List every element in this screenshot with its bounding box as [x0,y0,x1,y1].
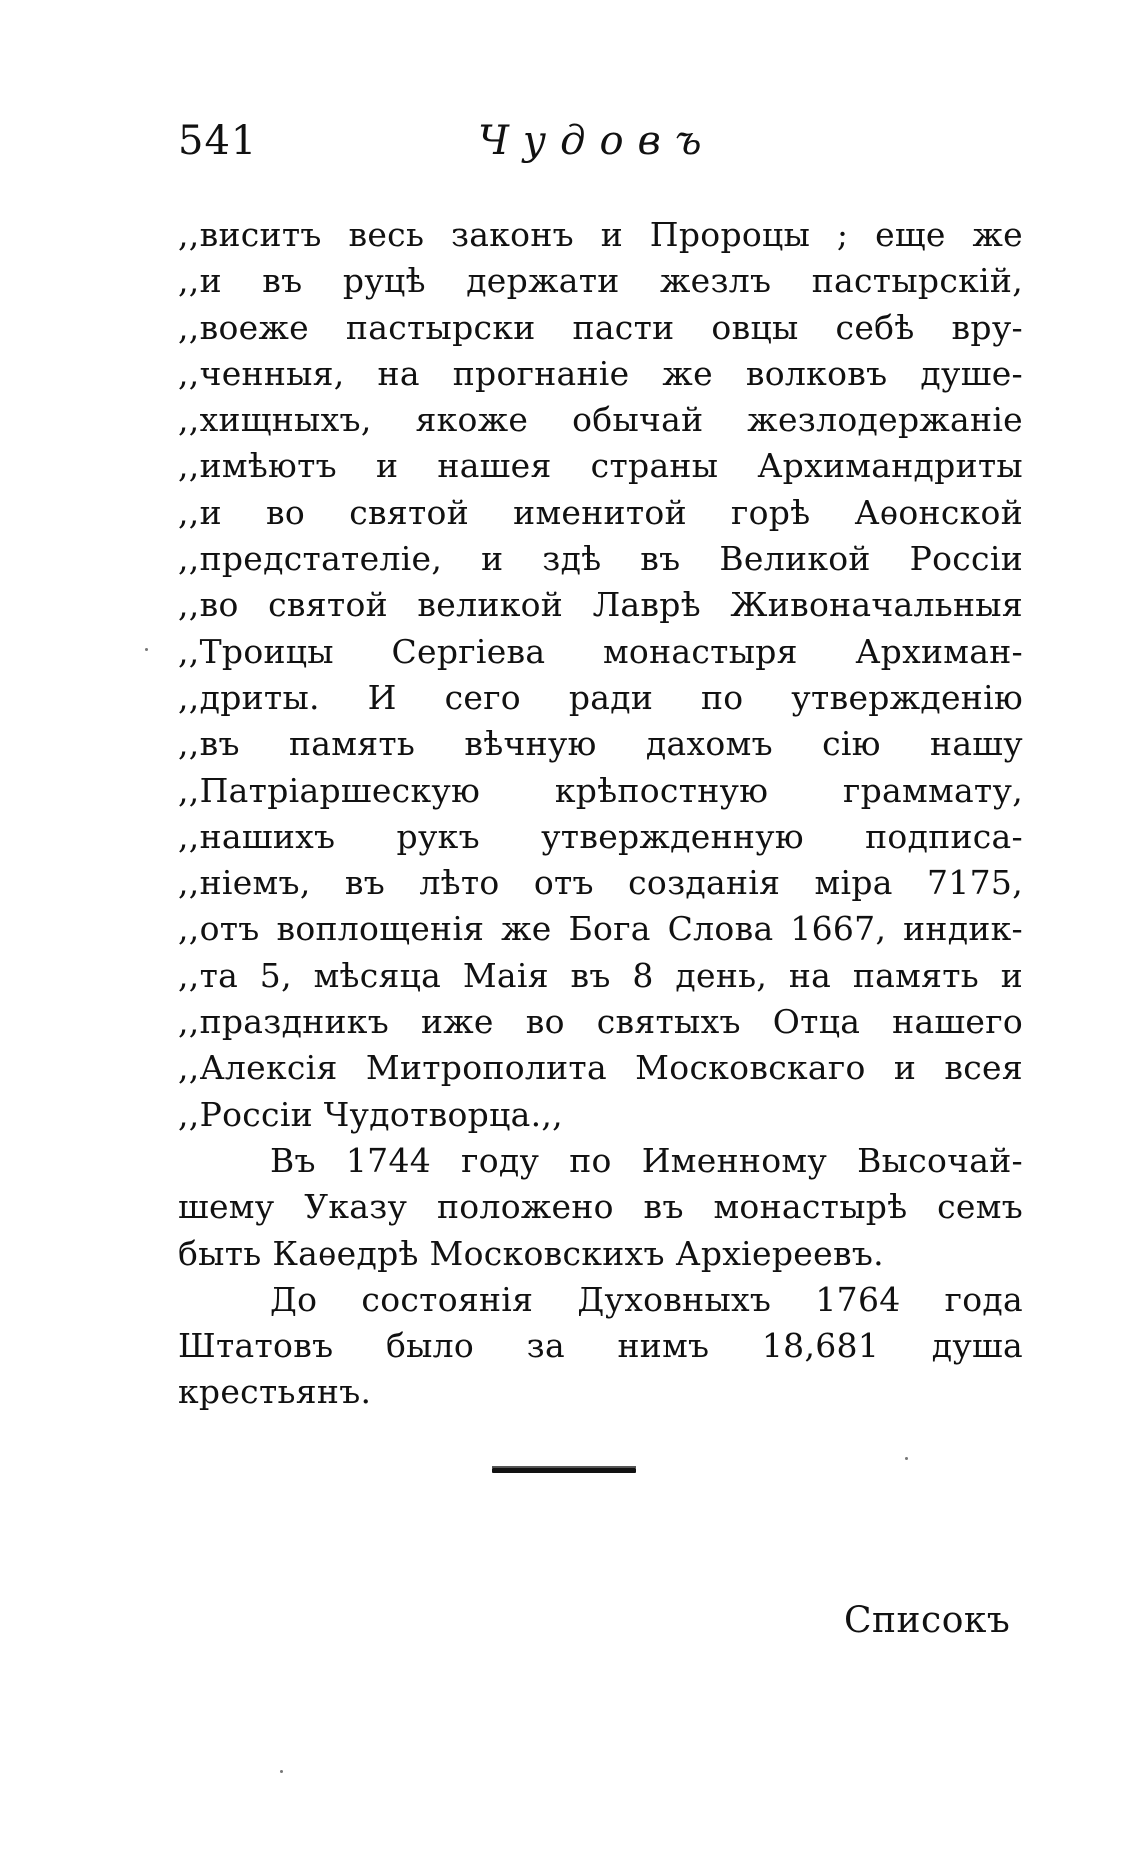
text-line: ,,и въ руцѣ держати жезлъ пастырскій, [178,261,1023,301]
text-line: ,,хищныхъ, якоже обычай жезлодержаніе [178,400,1023,440]
text-line: быть Каѳедрѣ Московскихъ Архіереевъ. [178,1233,884,1273]
text-line: ,,Троицы Сергіева монастыря Архиман- [178,631,1023,671]
text-line: ,,воеже пастырски пасти овцы себѣ вру- [178,307,1023,347]
body-text [178,212,1023,1416]
running-head: Чудовъ [478,118,716,164]
text-line: ,,дриты. И сего ради по утвержденію [178,677,1023,717]
text-line: ,,нашихъ рукъ утвержденную подписа- [178,816,1023,856]
text-line: ,,ченныя, на прогнаніе же волковъ душе- [178,353,1023,393]
text-line: Штатовъ было за нимъ 18,681 душа [178,1326,1023,1366]
paragraph-start-line: До состоянія Духовныхъ 1764 года [270,1279,1023,1319]
text-line: ,,въ память вѣчную дахомъ сію нашу [178,724,1023,764]
text-line: ,,и во святой именитой горѣ Аѳонской [178,492,1023,532]
paper-speck [905,1457,908,1460]
text-line: шему Указу положено въ монастырѣ семъ [178,1187,1023,1227]
page-number: 541 [178,118,258,164]
text-line: ,,та 5, мѣсяца Маія въ 8 день, на память и [178,955,1023,995]
text-line: крестьянъ. [178,1372,372,1412]
text-line: ,,Патріаршескую крѣпостную граммату, [178,770,1023,810]
text-line: ,,во святой великой Лаврѣ Живоначальныя [178,585,1023,625]
text-line: ,,Россіи Чудотворца.,, [178,1094,563,1134]
paper-speck [145,648,148,651]
text-line: ,,предстателіе, и здѣ въ Великой Россіи [178,539,1023,579]
section-divider [492,1468,636,1473]
text-line: ,,имѣютъ и нашея страны Архимандриты [178,446,1023,486]
text-line: ,,праздникъ иже во святыхъ Отца нашего [178,1002,1023,1042]
text-line: ,,ніемъ, въ лѣто отъ созданія міра 7175, [178,863,1023,903]
text-line: ,,отъ воплощенія же Бога Слова 1667, индик- [178,909,1023,949]
paper-speck [280,1770,283,1773]
text-line: ,,виситъ весь законъ и Пророцы ; еще же [178,215,1023,254]
text-line: ,,Алексія Митрополита Московскаго и всея [178,1048,1023,1088]
catchword: Списокъ [844,1600,1011,1641]
page-header [178,118,1038,178]
paragraph-start-line: Въ 1744 году по Именному Высочай- [270,1140,1023,1180]
